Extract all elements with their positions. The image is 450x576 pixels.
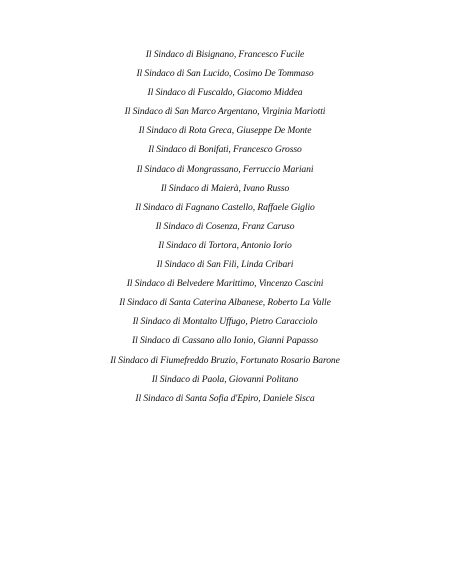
signatory-line: Il Sindaco di Fuscaldo, Giacomo Middea: [147, 87, 303, 99]
signatory-list: [0, 45, 450, 408]
signatory-line: Il Sindaco di Mongrassano, Ferruccio Mariani: [136, 163, 314, 175]
signatory-line: Il Sindaco di Tortora, Antonio Iorio: [158, 239, 292, 251]
signatory-line: Il Sindaco di Maierà, Ivano Russo: [160, 182, 290, 194]
signatory-line: Il Sindaco di Rota Greca, Giuseppe De Monte: [138, 125, 312, 137]
signatory-line: Il Sindaco di Fiumefreddo Bruzio, Fortunato Rosario Barone: [110, 354, 340, 366]
signatory-line: Il Sindaco di Cassano allo Ionio, Gianni Papasso: [131, 335, 318, 347]
signatory-line: Il Sindaco di Paola, Giovanni Politano: [151, 373, 299, 385]
signatory-line: Il Sindaco di Santa Caterina Albanese, Roberto La Valle: [119, 297, 331, 309]
signatory-line: Il Sindaco di Belvedere Marittimo, Vincenzo Cascini: [126, 278, 324, 290]
signatory-line: Il Sindaco di Montalto Uffugo, Pietro Caracciolo: [132, 316, 318, 328]
signatory-line: Il Sindaco di Cosenza, Franz Caruso: [155, 220, 295, 232]
signatory-line: Il Sindaco di San Marco Argentano, Virginia Mariotti: [124, 106, 326, 118]
signatory-line: Il Sindaco di Fagnano Castello, Raffaele Giglio: [135, 201, 315, 213]
signatory-line: Il Sindaco di Bonifati, Francesco Grosso: [148, 144, 302, 156]
signatory-line: Il Sindaco di Bisignano, Francesco Fucile: [145, 49, 305, 60]
signatory-line: Il Sindaco di Santa Sofia d'Epiro, Daniele Sisca: [135, 392, 315, 404]
signatory-line: Il Sindaco di San Lucido, Cosimo De Tommaso: [136, 68, 314, 80]
signatory-line: Il Sindaco di San Fili, Linda Cribari: [156, 259, 294, 271]
